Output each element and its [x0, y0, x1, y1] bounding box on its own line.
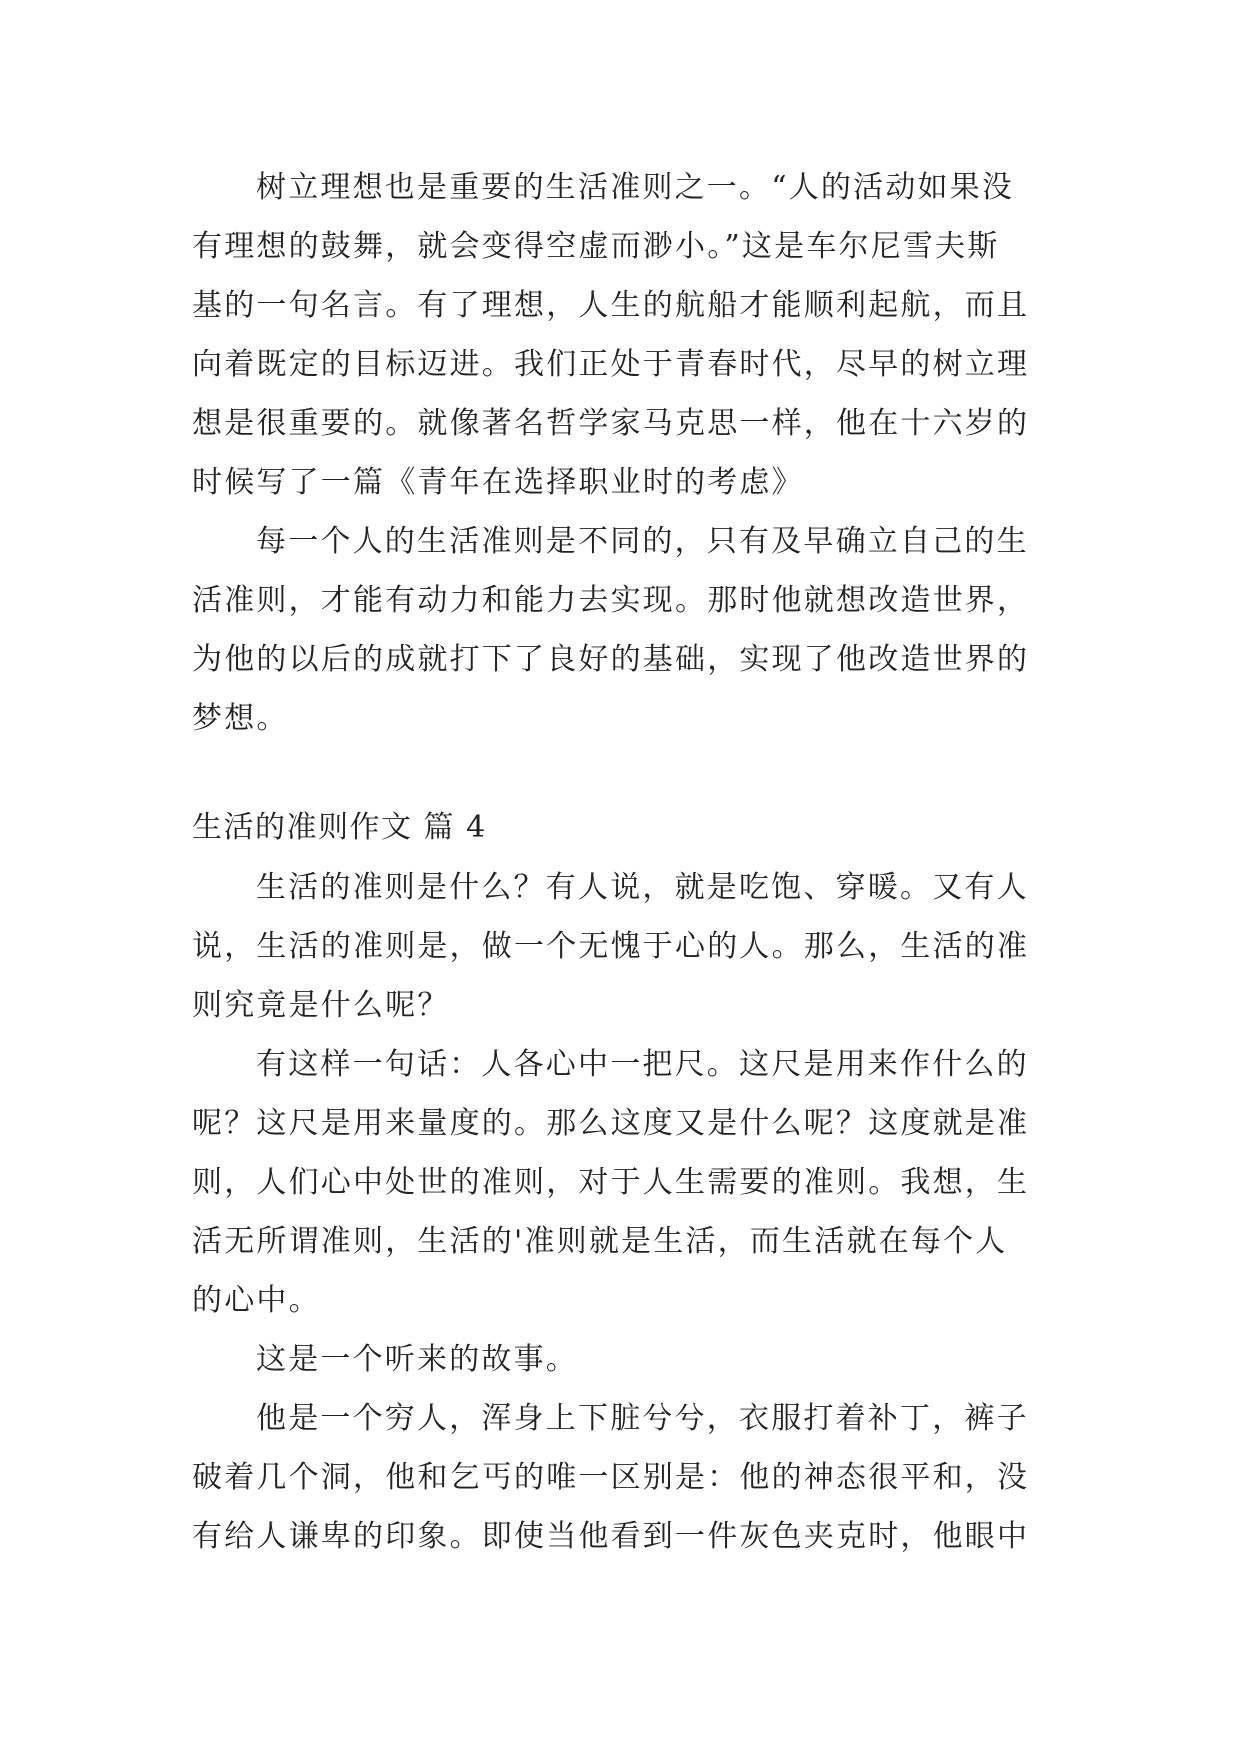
paragraph-ruler	[192, 1035, 1052, 1330]
text-line: 为他的以后的成就打下了良好的基础，实现了他改造世界的	[192, 642, 1030, 677]
paragraph-principles	[192, 512, 1052, 748]
text-line: 生活的准则是什么？有人说，就是吃饱、穿暖。又有人	[256, 870, 1029, 905]
text-line: 呢？这尺是用来量度的。那么这度又是什么呢？这度就是准	[192, 1106, 1030, 1141]
section-heading: 生活的准则作文 篇 4	[192, 810, 487, 845]
text-line: 每一个人的生活准则是不同的，只有及早确立自己的生	[256, 524, 1029, 559]
text-line: 活无所谓准则，生活的'准则就是生活，而生活就在每个人	[192, 1224, 1008, 1259]
text-line: 时候写了一篇《青年在选择职业时的考虑》	[192, 465, 804, 500]
paragraph-poor-man	[192, 1389, 1052, 1566]
paragraph-what-is-principle	[192, 858, 1052, 1035]
text-line: 这是一个听来的故事。	[256, 1342, 578, 1377]
text-line: 他是一个穷人，浑身上下脏兮兮，衣服打着补丁，裤子	[256, 1401, 1029, 1436]
text-line: 的心中。	[192, 1283, 321, 1318]
text-line: 有理想的鼓舞，就会变得空虚而渺小。”这是车尔尼雪夫斯	[192, 229, 1000, 264]
text-line: 则，人们心中处世的准则，对于人生需要的准则。我想，生	[192, 1165, 1030, 1200]
text-line: 说，生活的准则是，做一个无愧于心的人。那么，生活的准	[192, 929, 1030, 964]
text-line: 梦想。	[192, 701, 289, 736]
text-line: 树立理想也是重要的生活准则之一。“人的活动如果没	[256, 170, 1015, 205]
text-line: 基的一句名言。有了理想，人生的航船才能顺利起航，而且	[192, 288, 1030, 323]
text-line: 有给人谦卑的印象。即使当他看到一件灰色夹克时，他眼中	[192, 1519, 1030, 1554]
text-line: 破着几个洞，他和乞丐的唯一区别是：他的神态很平和，没	[192, 1460, 1030, 1495]
text-line: 想是很重要的。就像著名哲学家马克思一样，他在十六岁的	[192, 406, 1030, 441]
paragraph-ideals	[192, 158, 1052, 512]
text-line: 活准则，才能有动力和能力去实现。那时他就想改造世界，	[192, 583, 1030, 618]
text-line: 则究竟是什么呢？	[192, 988, 450, 1023]
paragraph-story-intro	[192, 1330, 1052, 1389]
text-line: 有这样一句话：人各心中一把尺。这尺是用来作什么的	[256, 1047, 1029, 1082]
text-line: 向着既定的目标迈进。我们正处于青春时代，尽早的树立理	[192, 347, 1030, 382]
